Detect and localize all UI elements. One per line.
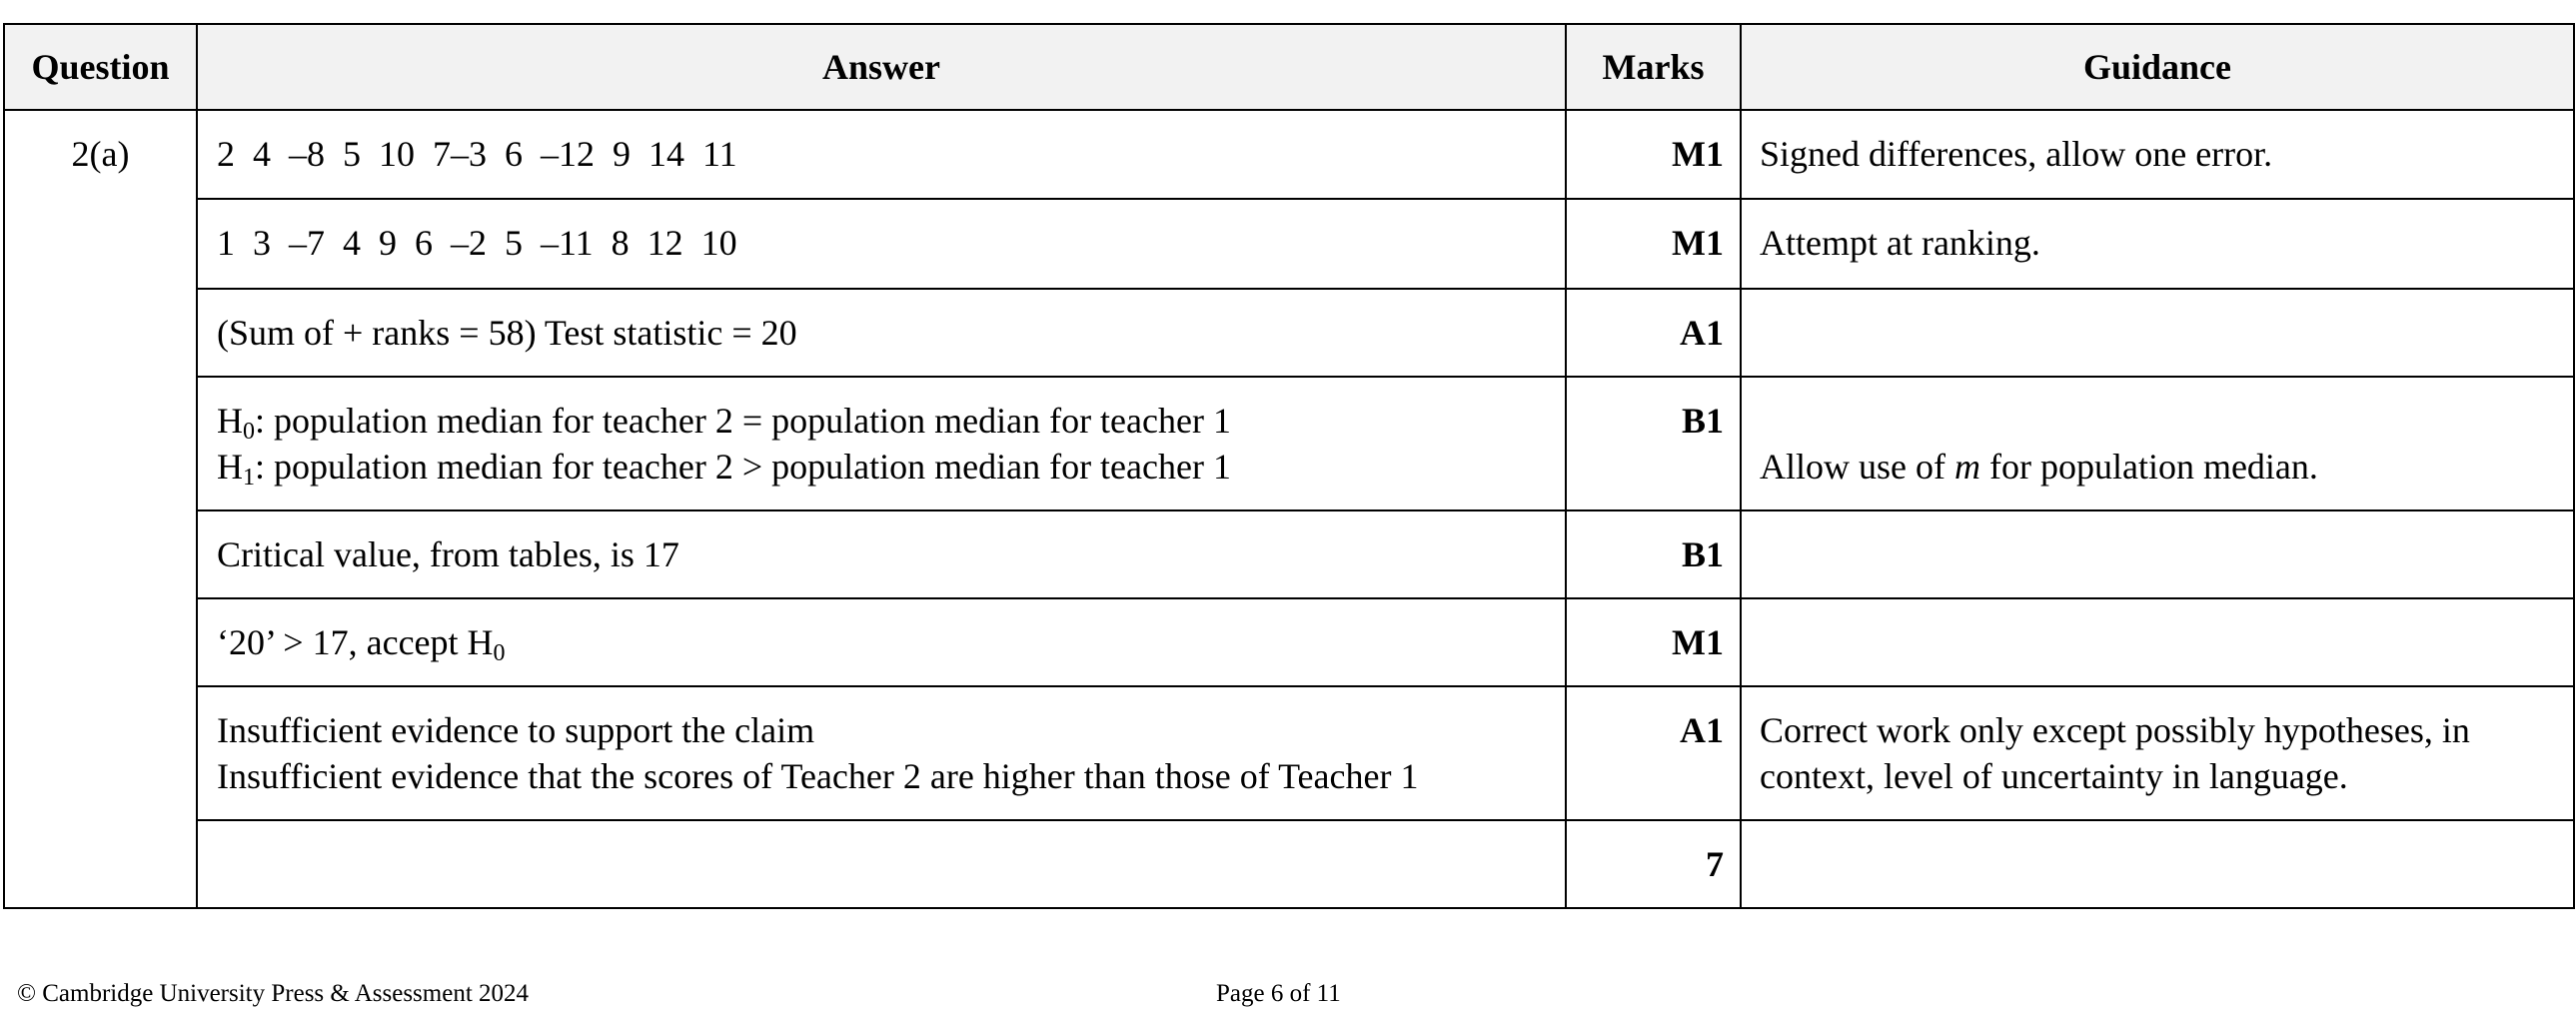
guidance-cell: Attempt at ranking. [1741,199,2574,289]
guidance-cell [1741,510,2574,598]
table-row [4,598,2574,686]
guidance-cell: Allow use of m for population median. [1741,377,2574,510]
answer-cell: Insufficient evidence to support the claim Insufficient evidence that the scores of Teacher 2 are higher than those of Teacher 1 [197,686,1566,820]
table-row [4,377,2574,510]
header-guidance: Guidance [1741,24,2574,110]
table-row [4,199,2574,289]
answer-cell [197,377,1566,510]
mark-cell: M1 [1566,598,1741,686]
header-marks: Marks [1566,24,1741,110]
header-question: Question [4,24,197,110]
null-hypothesis: $H_0$: population median for teacher 2 = population median for teacher 1 [217,401,1231,445]
answer-cell: 1 3 –7 4 9 6 –2 5 –11 8 12 10 [197,199,1566,289]
answer-cell: 2 4 –8 5 10 7–3 6 –12 9 14 11 [197,110,1566,199]
guidance-cell [1741,289,2574,377]
answer-cell: Critical value, from tables, is 17 [197,510,1566,598]
guidance-cell: Correct work only except possibly hypotheses, in context, level of uncertainty in language. [1741,686,2574,820]
table-row [4,289,2574,377]
mark-cell: B1 [1566,510,1741,598]
table-row [4,110,2574,199]
guidance-cell: Signed differences, allow one error. [1741,110,2574,199]
total-marks: 7 [1566,820,1741,908]
total-row [4,820,2574,908]
table-row [4,510,2574,598]
answer-cell: ‘20’ > 17, accept $H_0$ [197,598,1566,686]
header-row [4,24,2574,110]
alternative-hypothesis: $H_1$: population median for teacher 2 > population median for teacher 1 [217,447,1231,491]
header-answer: Answer [197,24,1566,110]
answer-cell [197,820,1566,908]
guidance-cell [1741,598,2574,686]
mark-cell: A1 [1566,289,1741,377]
mark-cell: A1 [1566,686,1741,820]
question-label: 2(a) [4,110,197,908]
mark-cell: B1 [1566,377,1741,510]
mark-cell: M1 [1566,110,1741,199]
answer-cell: (Sum of + ranks = 58) Test statistic = 20 [197,289,1566,377]
table-row [4,686,2574,820]
mark-scheme-table [3,23,2575,909]
page-number: Page 6 of 11 [1216,980,1341,1007]
mark-cell: M1 [1566,199,1741,289]
copyright-footer: © Cambridge University Press & Assessment 2024 [17,980,530,1007]
guidance-cell [1741,820,2574,908]
